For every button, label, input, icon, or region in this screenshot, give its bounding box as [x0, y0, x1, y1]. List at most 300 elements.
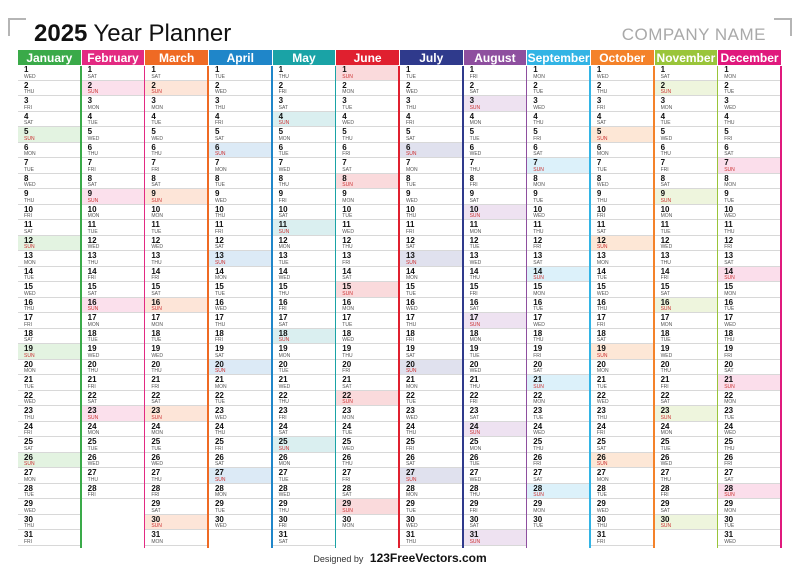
day-cell[interactable]: [209, 112, 271, 128]
day-cell[interactable]: [82, 422, 144, 438]
day-cell[interactable]: [336, 298, 398, 314]
day-cell[interactable]: [336, 236, 398, 252]
day-cell[interactable]: [400, 267, 462, 283]
day-cell[interactable]: [82, 406, 144, 422]
day-cell[interactable]: [209, 484, 271, 500]
day-cell[interactable]: [82, 437, 144, 453]
day-cell[interactable]: [527, 499, 589, 515]
day-cell[interactable]: [464, 127, 526, 143]
day-cell[interactable]: [82, 282, 144, 298]
day-cell[interactable]: [209, 220, 271, 236]
day-cell[interactable]: [18, 437, 80, 453]
day-cell[interactable]: [336, 174, 398, 190]
day-cell[interactable]: [18, 484, 80, 500]
day-cell[interactable]: [655, 251, 717, 267]
day-cell[interactable]: [591, 375, 653, 391]
day-cell[interactable]: [718, 515, 780, 531]
day-cell[interactable]: [718, 313, 780, 329]
day-cell[interactable]: [591, 96, 653, 112]
day-cell[interactable]: [718, 468, 780, 484]
day-cell[interactable]: [273, 329, 335, 345]
day-cell[interactable]: [655, 236, 717, 252]
day-cell[interactable]: [273, 205, 335, 221]
day-cell[interactable]: [209, 313, 271, 329]
day-cell[interactable]: [336, 189, 398, 205]
day-cell[interactable]: [718, 298, 780, 314]
day-cell[interactable]: [145, 437, 207, 453]
day-cell[interactable]: [464, 515, 526, 531]
day-cell[interactable]: [591, 391, 653, 407]
day-cell[interactable]: [400, 112, 462, 128]
day-cell[interactable]: [400, 391, 462, 407]
day-cell[interactable]: [464, 112, 526, 128]
day-cell[interactable]: [527, 205, 589, 221]
day-cell[interactable]: [527, 298, 589, 314]
day-cell[interactable]: [527, 236, 589, 252]
day-cell[interactable]: [400, 530, 462, 546]
day-cell[interactable]: [82, 65, 144, 81]
day-cell[interactable]: [18, 267, 80, 283]
day-cell[interactable]: [655, 484, 717, 500]
day-cell[interactable]: [718, 81, 780, 97]
day-cell[interactable]: [145, 406, 207, 422]
day-cell[interactable]: [273, 499, 335, 515]
day-cell[interactable]: [400, 236, 462, 252]
day-cell[interactable]: [336, 143, 398, 159]
day-cell[interactable]: [527, 143, 589, 159]
day-cell[interactable]: [464, 205, 526, 221]
day-cell[interactable]: [18, 236, 80, 252]
day-cell[interactable]: [18, 406, 80, 422]
day-cell[interactable]: [18, 96, 80, 112]
day-cell[interactable]: [718, 143, 780, 159]
day-cell[interactable]: [718, 65, 780, 81]
day-cell[interactable]: [18, 422, 80, 438]
day-cell[interactable]: [527, 484, 589, 500]
day-cell[interactable]: [464, 406, 526, 422]
day-cell[interactable]: [336, 313, 398, 329]
day-cell[interactable]: [400, 499, 462, 515]
day-cell[interactable]: [400, 81, 462, 97]
day-cell[interactable]: [336, 158, 398, 174]
day-cell[interactable]: [145, 174, 207, 190]
day-cell[interactable]: [209, 205, 271, 221]
day-cell[interactable]: [591, 143, 653, 159]
day-cell[interactable]: [464, 236, 526, 252]
day-cell[interactable]: [718, 220, 780, 236]
day-cell[interactable]: [273, 174, 335, 190]
day-cell[interactable]: [273, 158, 335, 174]
day-cell[interactable]: [209, 437, 271, 453]
day-cell[interactable]: [527, 267, 589, 283]
day-cell[interactable]: [18, 205, 80, 221]
day-cell[interactable]: [527, 360, 589, 376]
day-cell[interactable]: [82, 189, 144, 205]
day-cell[interactable]: [336, 422, 398, 438]
day-cell[interactable]: [273, 236, 335, 252]
day-cell[interactable]: [273, 220, 335, 236]
day-cell[interactable]: [336, 344, 398, 360]
day-cell[interactable]: [336, 329, 398, 345]
day-cell[interactable]: [591, 174, 653, 190]
day-cell[interactable]: [464, 360, 526, 376]
day-cell[interactable]: [273, 391, 335, 407]
day-cell[interactable]: [400, 143, 462, 159]
day-cell[interactable]: [464, 391, 526, 407]
day-cell[interactable]: [336, 267, 398, 283]
day-cell[interactable]: [718, 391, 780, 407]
day-cell[interactable]: [336, 499, 398, 515]
day-cell[interactable]: [655, 313, 717, 329]
day-cell[interactable]: [591, 499, 653, 515]
day-cell[interactable]: [209, 499, 271, 515]
day-cell[interactable]: [400, 251, 462, 267]
day-cell[interactable]: [591, 453, 653, 469]
day-cell[interactable]: [209, 81, 271, 97]
day-cell[interactable]: [336, 127, 398, 143]
day-cell[interactable]: [145, 329, 207, 345]
day-cell[interactable]: [336, 112, 398, 128]
day-cell[interactable]: [145, 236, 207, 252]
day-cell[interactable]: [655, 375, 717, 391]
day-cell[interactable]: [273, 422, 335, 438]
day-cell[interactable]: [82, 298, 144, 314]
day-cell[interactable]: [655, 499, 717, 515]
day-cell[interactable]: [336, 437, 398, 453]
day-cell[interactable]: [400, 515, 462, 531]
day-cell[interactable]: [145, 267, 207, 283]
day-cell[interactable]: [400, 127, 462, 143]
day-cell[interactable]: [591, 437, 653, 453]
day-cell[interactable]: [464, 437, 526, 453]
day-cell[interactable]: [400, 329, 462, 345]
day-cell[interactable]: [145, 65, 207, 81]
day-cell[interactable]: [82, 96, 144, 112]
day-cell[interactable]: [145, 205, 207, 221]
day-cell[interactable]: [655, 81, 717, 97]
day-cell[interactable]: [464, 453, 526, 469]
day-cell[interactable]: [336, 81, 398, 97]
day-cell[interactable]: [273, 530, 335, 546]
day-cell[interactable]: [655, 220, 717, 236]
day-cell[interactable]: [145, 143, 207, 159]
day-cell[interactable]: [591, 205, 653, 221]
day-cell[interactable]: [82, 468, 144, 484]
day-cell[interactable]: [82, 391, 144, 407]
day-cell[interactable]: [591, 344, 653, 360]
day-cell[interactable]: [527, 406, 589, 422]
day-cell[interactable]: [527, 344, 589, 360]
day-cell[interactable]: [145, 313, 207, 329]
day-cell[interactable]: [336, 468, 398, 484]
day-cell[interactable]: [655, 468, 717, 484]
day-cell[interactable]: [591, 236, 653, 252]
day-cell[interactable]: [82, 174, 144, 190]
day-cell[interactable]: [527, 127, 589, 143]
day-cell[interactable]: [273, 127, 335, 143]
day-cell[interactable]: [145, 344, 207, 360]
day-cell[interactable]: [718, 437, 780, 453]
day-cell[interactable]: [82, 220, 144, 236]
day-cell[interactable]: [145, 468, 207, 484]
day-cell[interactable]: [718, 96, 780, 112]
day-cell[interactable]: [655, 515, 717, 531]
day-cell[interactable]: [82, 236, 144, 252]
day-cell[interactable]: [527, 189, 589, 205]
day-cell[interactable]: [336, 375, 398, 391]
day-cell[interactable]: [209, 236, 271, 252]
day-cell[interactable]: [718, 127, 780, 143]
day-cell[interactable]: [527, 437, 589, 453]
day-cell[interactable]: [527, 174, 589, 190]
day-cell[interactable]: [145, 453, 207, 469]
day-cell[interactable]: [209, 267, 271, 283]
day-cell[interactable]: [209, 251, 271, 267]
day-cell[interactable]: [273, 282, 335, 298]
day-cell[interactable]: [655, 422, 717, 438]
day-cell[interactable]: [209, 174, 271, 190]
day-cell[interactable]: [82, 81, 144, 97]
day-cell[interactable]: [591, 530, 653, 546]
day-cell[interactable]: [591, 329, 653, 345]
day-cell[interactable]: [400, 96, 462, 112]
day-cell[interactable]: [273, 143, 335, 159]
day-cell[interactable]: [527, 453, 589, 469]
day-cell[interactable]: [591, 484, 653, 500]
day-cell[interactable]: [18, 158, 80, 174]
day-cell[interactable]: [336, 391, 398, 407]
day-cell[interactable]: [18, 189, 80, 205]
day-cell[interactable]: [400, 437, 462, 453]
day-cell[interactable]: [400, 360, 462, 376]
day-cell[interactable]: [655, 437, 717, 453]
day-cell[interactable]: [145, 251, 207, 267]
day-cell[interactable]: [336, 205, 398, 221]
day-cell[interactable]: [82, 127, 144, 143]
day-cell[interactable]: [273, 267, 335, 283]
day-cell[interactable]: [464, 220, 526, 236]
day-cell[interactable]: [655, 112, 717, 128]
day-cell[interactable]: [527, 515, 589, 531]
day-cell[interactable]: [18, 65, 80, 81]
day-cell[interactable]: [82, 251, 144, 267]
day-cell[interactable]: [464, 267, 526, 283]
day-cell[interactable]: [18, 127, 80, 143]
day-cell[interactable]: [209, 422, 271, 438]
day-cell[interactable]: [273, 484, 335, 500]
day-cell[interactable]: [400, 484, 462, 500]
day-cell[interactable]: [273, 344, 335, 360]
day-cell[interactable]: [655, 344, 717, 360]
day-cell[interactable]: [527, 313, 589, 329]
day-cell[interactable]: [145, 515, 207, 531]
day-cell[interactable]: [718, 329, 780, 345]
day-cell[interactable]: [400, 313, 462, 329]
day-cell[interactable]: [209, 360, 271, 376]
day-cell[interactable]: [145, 112, 207, 128]
day-cell[interactable]: [591, 422, 653, 438]
day-cell[interactable]: [400, 406, 462, 422]
day-cell[interactable]: [464, 189, 526, 205]
day-cell[interactable]: [655, 189, 717, 205]
day-cell[interactable]: [145, 282, 207, 298]
day-cell[interactable]: [718, 375, 780, 391]
day-cell[interactable]: [145, 298, 207, 314]
day-cell[interactable]: [18, 453, 80, 469]
day-cell[interactable]: [718, 236, 780, 252]
day-cell[interactable]: [273, 375, 335, 391]
day-cell[interactable]: [145, 530, 207, 546]
day-cell[interactable]: [655, 127, 717, 143]
day-cell[interactable]: [400, 220, 462, 236]
day-cell[interactable]: [464, 251, 526, 267]
day-cell[interactable]: [718, 453, 780, 469]
day-cell[interactable]: [464, 174, 526, 190]
day-cell[interactable]: [591, 220, 653, 236]
day-cell[interactable]: [82, 267, 144, 283]
day-cell[interactable]: [527, 81, 589, 97]
day-cell[interactable]: [464, 499, 526, 515]
day-cell[interactable]: [18, 298, 80, 314]
day-cell[interactable]: [273, 65, 335, 81]
day-cell[interactable]: [209, 515, 271, 531]
day-cell[interactable]: [718, 174, 780, 190]
day-cell[interactable]: [18, 468, 80, 484]
day-cell[interactable]: [591, 360, 653, 376]
day-cell[interactable]: [209, 65, 271, 81]
day-cell[interactable]: [18, 375, 80, 391]
day-cell[interactable]: [464, 344, 526, 360]
day-cell[interactable]: [18, 360, 80, 376]
day-cell[interactable]: [273, 313, 335, 329]
day-cell[interactable]: [591, 127, 653, 143]
day-cell[interactable]: [527, 158, 589, 174]
day-cell[interactable]: [145, 127, 207, 143]
day-cell[interactable]: [655, 360, 717, 376]
day-cell[interactable]: [18, 174, 80, 190]
day-cell[interactable]: [655, 391, 717, 407]
day-cell[interactable]: [273, 453, 335, 469]
day-cell[interactable]: [655, 267, 717, 283]
day-cell[interactable]: [336, 406, 398, 422]
day-cell[interactable]: [718, 112, 780, 128]
day-cell[interactable]: [336, 515, 398, 531]
day-cell[interactable]: [209, 375, 271, 391]
day-cell[interactable]: [209, 189, 271, 205]
day-cell[interactable]: [527, 422, 589, 438]
day-cell[interactable]: [82, 375, 144, 391]
day-cell[interactable]: [464, 143, 526, 159]
day-cell[interactable]: [655, 298, 717, 314]
day-cell[interactable]: [18, 220, 80, 236]
day-cell[interactable]: [464, 81, 526, 97]
day-cell[interactable]: [591, 112, 653, 128]
day-cell[interactable]: [464, 65, 526, 81]
day-cell[interactable]: [145, 81, 207, 97]
day-cell[interactable]: [464, 313, 526, 329]
day-cell[interactable]: [400, 65, 462, 81]
day-cell[interactable]: [18, 499, 80, 515]
day-cell[interactable]: [591, 189, 653, 205]
day-cell[interactable]: [655, 65, 717, 81]
day-cell[interactable]: [655, 205, 717, 221]
day-cell[interactable]: [145, 391, 207, 407]
day-cell[interactable]: [527, 329, 589, 345]
day-cell[interactable]: [336, 65, 398, 81]
day-cell[interactable]: [82, 205, 144, 221]
day-cell[interactable]: [718, 499, 780, 515]
day-cell[interactable]: [273, 189, 335, 205]
day-cell[interactable]: [209, 391, 271, 407]
day-cell[interactable]: [464, 158, 526, 174]
day-cell[interactable]: [591, 298, 653, 314]
day-cell[interactable]: [209, 406, 271, 422]
day-cell[interactable]: [336, 220, 398, 236]
day-cell[interactable]: [336, 251, 398, 267]
day-cell[interactable]: [591, 406, 653, 422]
day-cell[interactable]: [18, 313, 80, 329]
day-cell[interactable]: [718, 251, 780, 267]
day-cell[interactable]: [82, 453, 144, 469]
day-cell[interactable]: [273, 406, 335, 422]
day-cell[interactable]: [82, 484, 144, 500]
day-cell[interactable]: [273, 437, 335, 453]
day-cell[interactable]: [209, 329, 271, 345]
day-cell[interactable]: [718, 282, 780, 298]
day-cell[interactable]: [464, 530, 526, 546]
day-cell[interactable]: [145, 220, 207, 236]
day-cell[interactable]: [209, 344, 271, 360]
day-cell[interactable]: [400, 282, 462, 298]
day-cell[interactable]: [718, 530, 780, 546]
day-cell[interactable]: [209, 453, 271, 469]
day-cell[interactable]: [82, 158, 144, 174]
day-cell[interactable]: [527, 65, 589, 81]
day-cell[interactable]: [145, 499, 207, 515]
day-cell[interactable]: [18, 329, 80, 345]
day-cell[interactable]: [527, 391, 589, 407]
day-cell[interactable]: [527, 96, 589, 112]
day-cell[interactable]: [82, 344, 144, 360]
day-cell[interactable]: [655, 329, 717, 345]
day-cell[interactable]: [336, 453, 398, 469]
day-cell[interactable]: [18, 515, 80, 531]
day-cell[interactable]: [273, 112, 335, 128]
day-cell[interactable]: [273, 360, 335, 376]
day-cell[interactable]: [655, 174, 717, 190]
day-cell[interactable]: [718, 422, 780, 438]
day-cell[interactable]: [145, 158, 207, 174]
day-cell[interactable]: [591, 515, 653, 531]
day-cell[interactable]: [718, 406, 780, 422]
day-cell[interactable]: [82, 329, 144, 345]
day-cell[interactable]: [591, 282, 653, 298]
day-cell[interactable]: [718, 360, 780, 376]
day-cell[interactable]: [464, 422, 526, 438]
day-cell[interactable]: [591, 81, 653, 97]
day-cell[interactable]: [464, 484, 526, 500]
day-cell[interactable]: [18, 530, 80, 546]
day-cell[interactable]: [718, 158, 780, 174]
day-cell[interactable]: [718, 344, 780, 360]
day-cell[interactable]: [209, 143, 271, 159]
day-cell[interactable]: [400, 375, 462, 391]
day-cell[interactable]: [591, 313, 653, 329]
day-cell[interactable]: [527, 112, 589, 128]
day-cell[interactable]: [145, 360, 207, 376]
day-cell[interactable]: [400, 189, 462, 205]
day-cell[interactable]: [273, 251, 335, 267]
